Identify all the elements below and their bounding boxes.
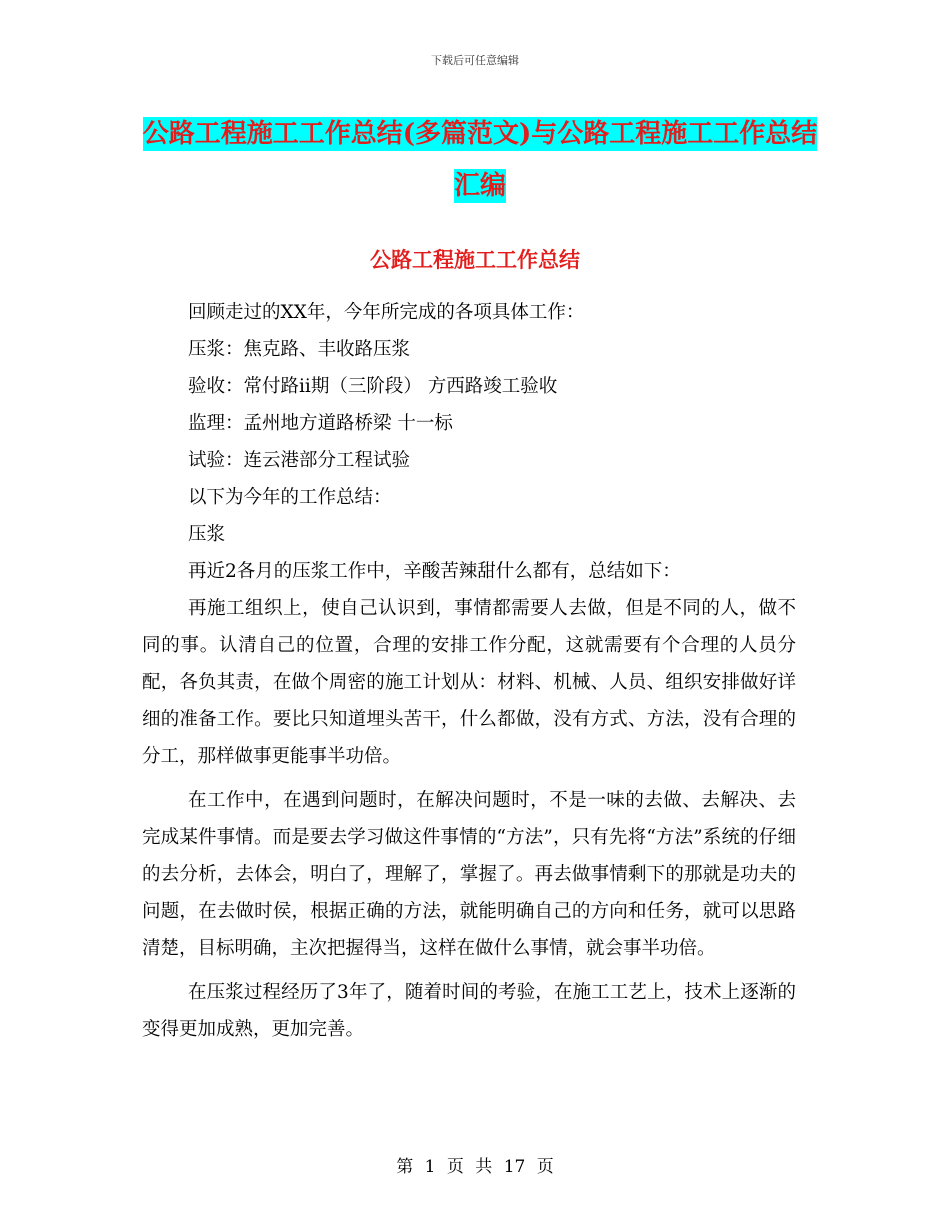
header-note: 下载后可任意编辑 (431, 54, 519, 67)
paragraph-organization: 再施工组织上，使自己认识到，事情都需要人去做，但是不同的人，做不同的事。认清自己的位置，合理的安排工作分配，这就需要有个合理的人员分配，各负其责，在做个周密的施工计划从：材料、机械、人员、组织安排做好详细的准备工作。要比只知道埋头苦干，什么都做，没有方式、方法，没有合理的分工，那样做事更能事半功倍。 (142, 598, 796, 767)
paragraph-method: 在工作中，在遇到问题时，在解决问题时，不是一味的去做、去解决、去完成某件事情。而是要去学习做这件事情的“方法”，只有先将“方法”系统的仔细的去分析，去体会，明白了，理解了，掌握了。再去做事情剩下的那就是功夫的问题，在去做时侯，根据正确的方法，就能明确自己的方向和任务，就可以思路清楚，目标明确，主次把握得当，这样在做什么事情，就会事半功倍。 (142, 790, 796, 959)
paragraph-summary-intro: 以下为今年的工作总结： (188, 487, 392, 508)
page-footer: 第 1 页 共 17 页 (396, 1157, 554, 1177)
paragraph-experience: 在压浆过程经历了3年了，随着时间的考验，在施工工艺上，技术上逐渐的变得更加成熟，更加完善。 (142, 982, 796, 1040)
document-title (140, 108, 820, 212)
section-title: 公路工程施工工作总结 (370, 247, 580, 272)
paragraph-testing-list: 试验：连云港部分工程试验 (188, 450, 411, 471)
paragraph-grouting-heading: 压浆 (188, 524, 226, 545)
paragraph-grouting-list: 压浆：焦克路、丰收路压浆 (188, 339, 411, 360)
document-title-text: 公路工程施工工作总结(多篇范文)与公路工程施工工作总结汇编 (142, 119, 818, 201)
paragraph-supervision-list: 监理：孟州地方道路桥梁 十一标 (188, 413, 453, 434)
paragraph-grouting-intro: 再近2各月的压浆工作中，辛酸苦辣甜什么都有，总结如下： (188, 561, 681, 582)
document-body (142, 294, 796, 1048)
paragraph-review: 回顾走过的XX年，今年所完成的各项具体工作： (188, 302, 585, 323)
paragraph-acceptance-list: 验收：常付路ii期（三阶段） 方西路竣工验收 (188, 376, 558, 397)
